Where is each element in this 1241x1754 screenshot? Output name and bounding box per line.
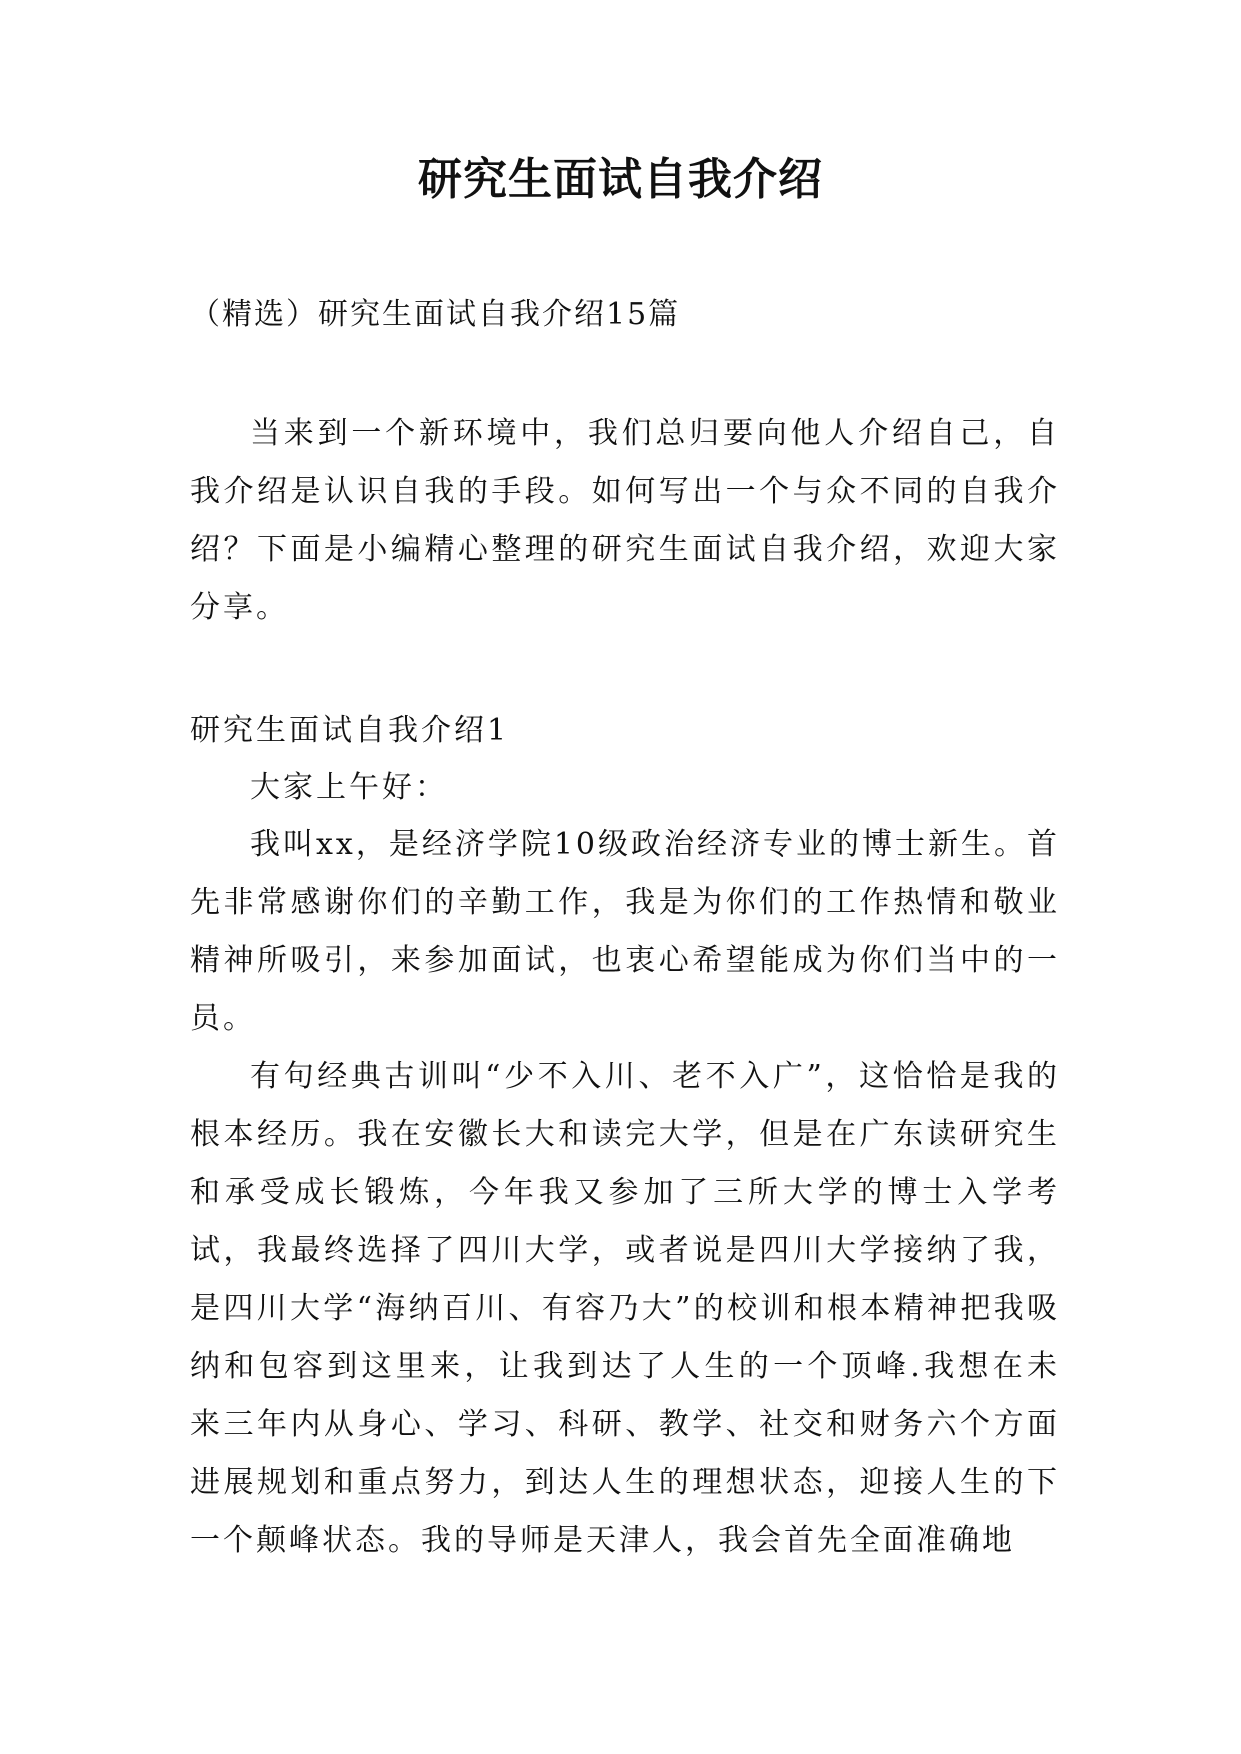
- greeting-line: 大家上午好：: [250, 770, 448, 805]
- body-paragraph-1: 我叫xx，是经济学院10级政治经济专业的博士新生。首先非常感谢你们的辛勤工作，我是为你们的工作热情和敬业精神所吸引，来参加面试，也衷心希望能成为你们当中的一员。: [190, 827, 1061, 1036]
- document-subtitle: （精选）研究生面试自我介绍15篇: [190, 297, 681, 332]
- section-heading: 研究生面试自我介绍1: [190, 713, 510, 748]
- body-paragraph-2: 有句经典古训叫“少不入川、老不入广”，这恰恰是我的根本经历。我在安徽长大和读完大学，但是在广东读研究生和承受成长锻炼，今年我又参加了三所大学的博士入学考试，我最终选择了四川大学，或者说是四川大学接纳了我，是四川大学“海纳百川、有容乃大”的校训和根本精神把我吸纳和包容到这里来，让我到达了人生的一个顶峰.我想在未来三年内从身心、学习、科研、教学、社交和财务六个方面进展规划和重点努力，到达人生的理想状态，迎接人生的下一个颠峰状态。我的导师是天津人，我会首先全面准确地: [190, 1059, 1060, 1558]
- document-title: 研究生面试自我介绍: [418, 154, 823, 205]
- intro-paragraph: 当来到一个新环境中，我们总归要向他人介绍自己，自我介绍是认识自我的手段。如何写出一个与众不同的自我介绍？下面是小编精心整理的研究生面试自我介绍，欢迎大家分享。: [190, 416, 1060, 625]
